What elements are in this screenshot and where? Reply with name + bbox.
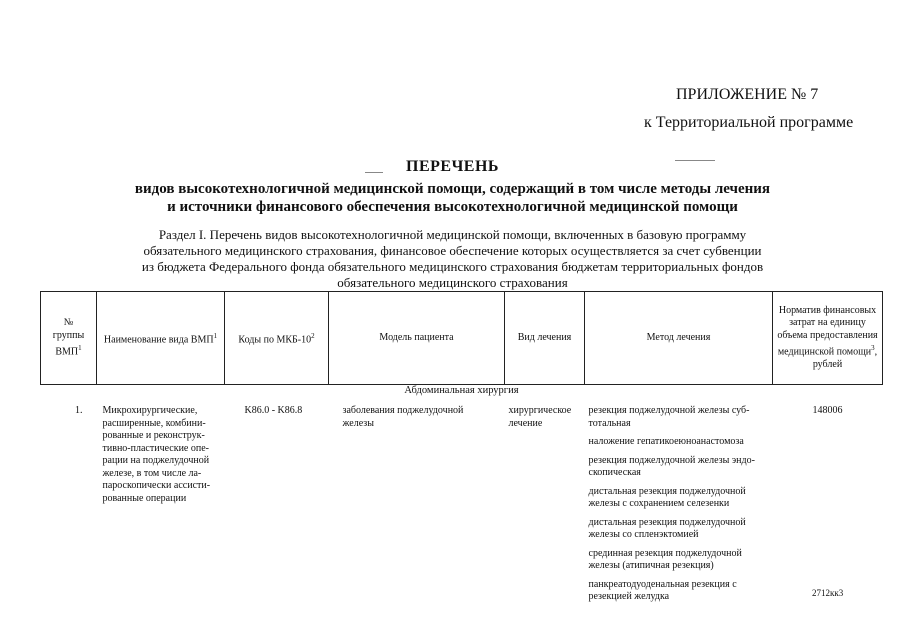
row-vmp-name: [97, 405, 225, 610]
group-heading: Абдоминальная хирургия: [404, 385, 519, 396]
footnote-ref: 3: [871, 344, 875, 353]
method-line: дистальная резекция поджелудочной: [588, 516, 746, 528]
treatment-kind-line: хирургическое: [508, 405, 572, 416]
method-line: панкреатодуоденальная резекция с: [588, 578, 737, 590]
header-group-number: [41, 292, 97, 385]
footnote-ref: 2: [311, 331, 315, 340]
header-codes-text: Коды по МКБ-10: [238, 333, 312, 345]
patient-model-line: заболевания поджелудочной: [342, 405, 464, 416]
header-treatment-kind: Вид лечения: [505, 292, 585, 385]
method-line: резекция поджелудочной железы суб-: [588, 405, 750, 416]
vmp-name-lines: [103, 405, 225, 505]
method-line: железы (атипичная резекция): [588, 560, 714, 571]
footnote-ref: 1: [213, 331, 218, 340]
method-item: [589, 486, 773, 511]
row-treatment-methods: [585, 405, 773, 610]
method-line: дистальная резекция поджелудочной: [588, 485, 746, 497]
patient-model-lines: [343, 405, 505, 430]
header-patient-model: Модель пациента: [329, 292, 505, 385]
method-line: скопическая: [588, 467, 641, 478]
table-row: [41, 405, 883, 610]
footnote-ref: 1: [78, 344, 82, 353]
section-heading-line2: обязательного медицинского страхования, финансовое обеспечение которых осуществляется за счет субвенции: [143, 243, 762, 258]
vmp-name-line: расширенные, комбини-: [102, 417, 206, 429]
vmp-name-line: Микрохирургические,: [102, 405, 198, 416]
treatment-kind-line: лечение: [508, 417, 543, 429]
header-num-line3: [44, 342, 93, 359]
appendix-label: ПРИЛОЖЕНИЕ № 7: [676, 86, 819, 103]
method-item: [589, 579, 773, 604]
document-title: ПЕРЕЧЕНЬ: [406, 158, 499, 175]
program-label: к Территориальной программе: [644, 114, 854, 131]
section-heading-line4: обязательного медицинского страхования: [337, 275, 568, 290]
method-item: [589, 517, 773, 542]
patient-model-line: железы: [342, 417, 374, 429]
method-line: тотальная: [588, 417, 631, 429]
header-norm-text: Норматив финансовых затрат на единицу объема предоставления медицинской помощи: [777, 304, 878, 358]
row-treatment-kind: [505, 405, 585, 610]
method-line: железы со спленэктомией: [588, 529, 699, 540]
vmp-name-line: рованные и реконструк-: [102, 430, 205, 441]
group-row: [41, 385, 883, 406]
document-subtitle-line2: и источники финансового обеспечения высокотехнологичной медицинской помощи: [167, 199, 738, 215]
method-item: [589, 548, 773, 573]
header-icd-codes: [225, 292, 329, 385]
section-heading-line3: из бюджета Федерального фонда обязательного медицинского страхования бюджетам территориальных фондов: [141, 259, 764, 274]
vmp-name-line: пароскопически ассисти-: [102, 480, 211, 491]
header-vmp-name: [97, 292, 225, 385]
method-line: резекция поджелудочной железы эндо-: [588, 454, 755, 466]
method-item: [589, 455, 773, 480]
method-item: [589, 405, 773, 430]
vmp-name-line: железе, в том числе ла-: [102, 467, 202, 479]
method-line: железы с сохранением селезенки: [588, 498, 730, 509]
header-name-text: Наименование вида ВМП: [103, 333, 214, 345]
method-item: [589, 436, 773, 449]
treatment-kind-lines: [509, 405, 585, 430]
header-num-line2: группы: [52, 329, 85, 341]
method-line: наложение гепатикоеюноанастомоза: [588, 436, 744, 447]
method-line: резекцией желудка: [588, 591, 670, 602]
method-line: срединная резекция поджелудочной: [588, 547, 742, 559]
scan-footer-mark: 2712кк3: [812, 588, 844, 598]
section-heading-line1: Раздел I. Перечень видов высокотехнологичной медицинской помощи, включенных в базовую программу: [158, 227, 747, 242]
header-norm-tail: , рублей: [812, 346, 878, 370]
row-cost-norm: 148006: [812, 405, 843, 416]
method-list: [589, 405, 773, 604]
row-icd-codes: K86.0 - K86.8: [244, 405, 303, 416]
table-header-row: [41, 292, 883, 385]
header-num-text: ВМП: [55, 346, 79, 358]
header-num-line1: №: [63, 317, 74, 329]
document-subtitle-line1: видов высокотехнологичной медицинской помощи, содержащий в том числе методы лечения: [134, 181, 771, 197]
vmp-name-line: рации на поджелудочной: [102, 455, 210, 466]
header-cost-norm: [773, 292, 883, 385]
vmp-table: [40, 291, 883, 610]
vmp-name-line: тивно-пластические опе-: [102, 442, 209, 454]
row-patient-model: [329, 405, 505, 610]
header-treatment-method: Метод лечения: [585, 292, 773, 385]
vmp-name-line: рованные операции: [102, 492, 187, 504]
row-number: 1.: [75, 405, 83, 416]
